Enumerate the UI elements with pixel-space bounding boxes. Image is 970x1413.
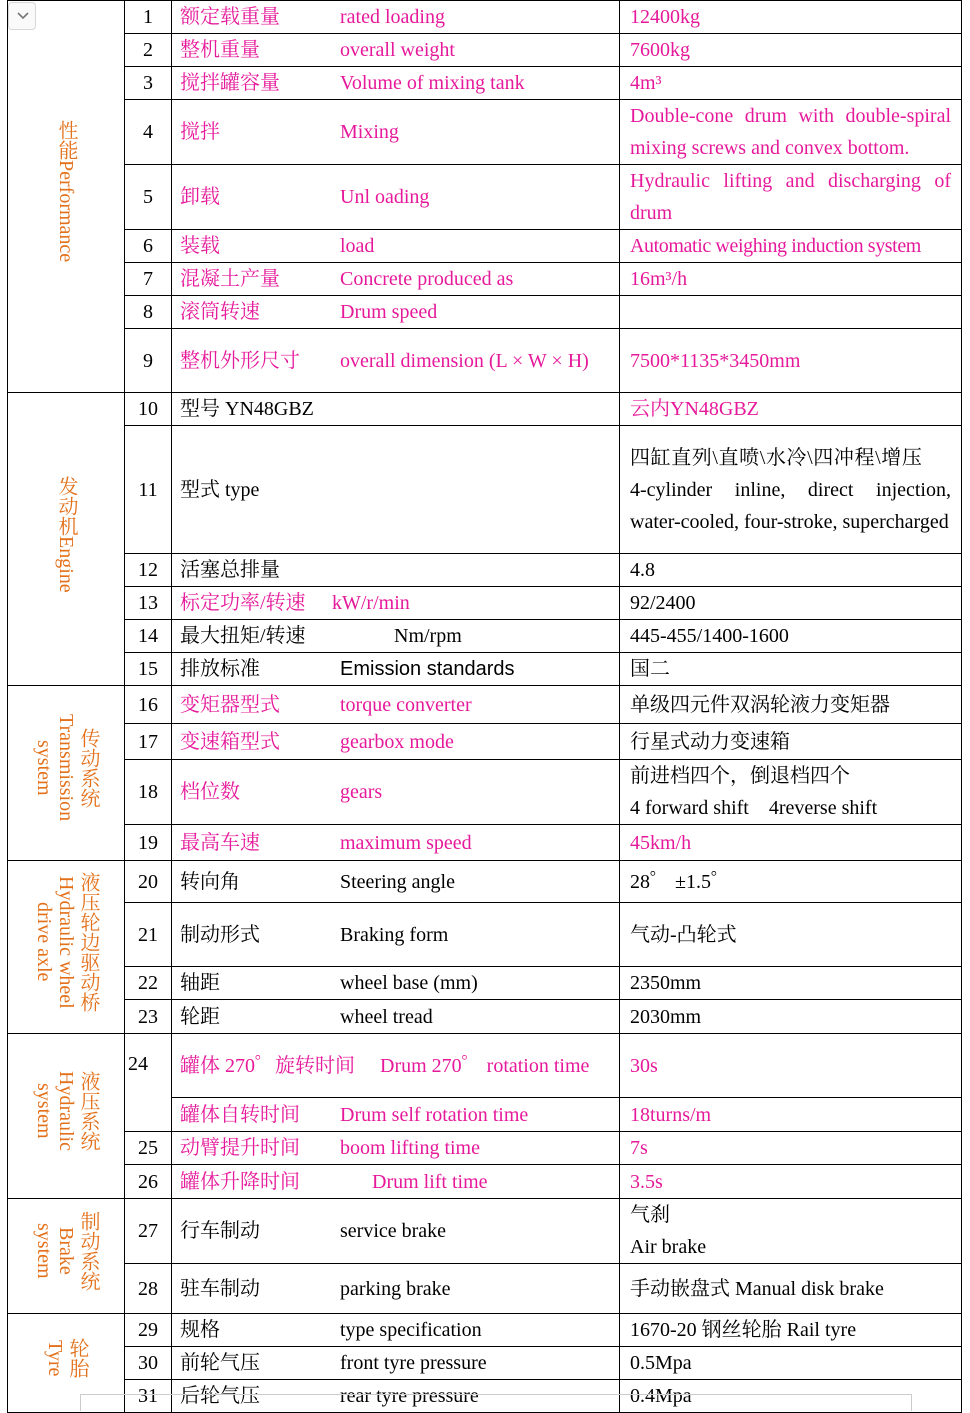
category-tyre: 轮胎Tyre <box>8 1314 125 1413</box>
table-row <box>8 165 962 230</box>
param-cell: 卸载 Unl oading <box>172 165 620 230</box>
param-cell: 最大扭矩/转速 Nm/rpm <box>172 620 620 653</box>
value-cell: 7s <box>620 1132 962 1165</box>
row-number: 4 <box>125 100 172 165</box>
param-cell: 最高车速 maximum speed <box>172 825 620 861</box>
row-number: 28 <box>125 1264 172 1314</box>
table-row <box>8 1199 962 1264</box>
value-cell: 2030mm <box>620 1000 962 1034</box>
value-cell: 气动-凸轮式 <box>620 903 962 967</box>
value-cell: 4.8 <box>620 554 962 587</box>
value-cell: 国二 <box>620 653 962 686</box>
value-cell: 18turns/m <box>620 1098 962 1132</box>
table-row <box>8 554 962 587</box>
value-cell: 3.5s <box>620 1165 962 1199</box>
row-number: 7 <box>125 263 172 296</box>
table-row <box>8 296 962 329</box>
row-number: 13 <box>125 587 172 620</box>
collapse-button[interactable] <box>8 2 36 30</box>
param-cell: 制动形式 Braking form <box>172 903 620 967</box>
table-row <box>8 100 962 165</box>
row-number: 12 <box>125 554 172 587</box>
table-row <box>8 230 962 263</box>
param-cell: 罐体 270゜旋转时间 Drum 270゜ rotation time <box>172 1034 620 1098</box>
value-cell: 0.5Mpa <box>620 1347 962 1380</box>
row-number: 20 <box>125 861 172 903</box>
param-cell: 排放标准 Emission standards <box>172 653 620 686</box>
param-cell: 混凝土产量 Concrete produced as <box>172 263 620 296</box>
value-cell: 云内YN48GBZ <box>620 393 962 426</box>
param-cell: 额定载重量 rated loading <box>172 1 620 34</box>
param-cell: 装载 load <box>172 230 620 263</box>
param-cell: 罐体自转时间 Drum self rotation time <box>172 1098 620 1132</box>
value-cell: 92/2400 <box>620 587 962 620</box>
param-cell: 前轮气压 front tyre pressure <box>172 1347 620 1380</box>
value-cell: 16m³/h <box>620 263 962 296</box>
table-row <box>8 34 962 67</box>
row-number: 18 <box>125 760 172 825</box>
row-number: 6 <box>125 230 172 263</box>
param-cell: 标定功率/转速 kW/r/min <box>172 587 620 620</box>
param-cell: 型号 YN48GBZ <box>172 393 620 426</box>
param-cell: 搅拌 Mixing <box>172 100 620 165</box>
row-number: 25 <box>125 1132 172 1165</box>
table-row <box>8 760 962 825</box>
table-row <box>8 1347 962 1380</box>
table-row <box>8 825 962 861</box>
category-engine: 发动机Engine <box>8 393 125 686</box>
row-number: 10 <box>125 393 172 426</box>
table-row <box>8 686 962 724</box>
param-cell: 轴距 wheel base (mm) <box>172 967 620 1000</box>
row-number: 23 <box>125 1000 172 1034</box>
value-cell <box>620 296 962 329</box>
row-number: 9 <box>125 329 172 393</box>
table-row <box>8 1034 962 1098</box>
row-number: 14 <box>125 620 172 653</box>
table-row <box>8 393 962 426</box>
table-row <box>8 903 962 967</box>
value-cell: 0.4Mpa <box>620 1380 962 1413</box>
param-cell: 型式 type <box>172 426 620 554</box>
param-cell: 轮距 wheel tread <box>172 1000 620 1034</box>
category-transmission: 传动系统Transmission system <box>8 686 125 861</box>
row-number: 3 <box>125 67 172 100</box>
row-number: 2 <box>125 34 172 67</box>
row-number: 11 <box>125 426 172 554</box>
row-number: 31 <box>125 1380 172 1413</box>
value-cell: 12400kg <box>620 1 962 34</box>
param-cell: 变速箱型式 gearbox mode <box>172 724 620 760</box>
category-brake: 制动系统Brake system <box>8 1199 125 1314</box>
table-row <box>8 426 962 554</box>
param-cell: 滚筒转速 Drum speed <box>172 296 620 329</box>
row-number: 24 <box>125 1034 172 1132</box>
table-row <box>8 724 962 760</box>
table-row <box>8 329 962 393</box>
param-cell: 变矩器型式 torque converter <box>172 686 620 724</box>
row-number: 21 <box>125 903 172 967</box>
value-cell: 四缸直列\直喷\水冷\四冲程\增压 4-cylinder inline, direct injection, water-cooled, four-stroke, supercharged <box>620 426 962 554</box>
value-cell: Automatic weighing induction system <box>620 230 962 263</box>
value-cell: 445-455/1400-1600 <box>620 620 962 653</box>
table-row <box>8 1000 962 1034</box>
param-cell: 整机重量 overall weight <box>172 34 620 67</box>
category-performance: 性能Performance <box>8 1 125 393</box>
table-row <box>8 861 962 903</box>
param-cell: 后轮气压 rear tyre pressure <box>172 1380 620 1413</box>
category-hydraulic: 液压系统Hydraulic system <box>8 1034 125 1199</box>
row-number: 16 <box>125 686 172 724</box>
table-row <box>8 1132 962 1165</box>
row-number: 1 <box>125 1 172 34</box>
param-cell: 行车制动 service brake <box>172 1199 620 1264</box>
value-cell: 28゜ ±1.5゜ <box>620 861 962 903</box>
param-cell: 档位数 gears <box>172 760 620 825</box>
value-cell: 前进档四个，倒退档四个 4 forward shift 4reverse shift <box>620 760 962 825</box>
spec-table <box>7 0 962 1413</box>
page-bottom-edge <box>80 1394 912 1411</box>
row-number: 5 <box>125 165 172 230</box>
param-cell: 整机外形尺寸 overall dimension (L × W × H) <box>172 329 620 393</box>
value-cell: 7500*1135*3450mm <box>620 329 962 393</box>
param-cell: 活塞总排量 <box>172 554 620 587</box>
row-number: 8 <box>125 296 172 329</box>
row-number: 29 <box>125 1314 172 1347</box>
value-cell: 行星式动力变速箱 <box>620 724 962 760</box>
row-number: 22 <box>125 967 172 1000</box>
table-row <box>8 67 962 100</box>
param-cell: 规格 type specification <box>172 1314 620 1347</box>
value-cell: 45km/h <box>620 825 962 861</box>
value-cell: Hydraulic lifting and discharging of drum <box>620 165 962 230</box>
category-axle: 液压轮边驱动桥Hydraulic wheel drive axle <box>8 861 125 1034</box>
row-number: 15 <box>125 653 172 686</box>
table-row <box>8 1264 962 1314</box>
row-number: 30 <box>125 1347 172 1380</box>
value-cell: 气刹 Air brake <box>620 1199 962 1264</box>
value-cell: 7600kg <box>620 34 962 67</box>
table-row <box>8 263 962 296</box>
value-cell: 30s <box>620 1034 962 1098</box>
table-row <box>8 620 962 653</box>
table-row <box>8 653 962 686</box>
table-row <box>8 1314 962 1347</box>
param-cell: 罐体升降时间 Drum lift time <box>172 1165 620 1199</box>
table-row <box>8 1165 962 1199</box>
table-row <box>8 1 962 34</box>
row-number: 17 <box>125 724 172 760</box>
table-row <box>8 967 962 1000</box>
table-row <box>8 587 962 620</box>
param-cell: 转向角 Steering angle <box>172 861 620 903</box>
row-number: 26 <box>125 1165 172 1199</box>
value-cell: 1670-20 钢丝轮胎 Rail tyre <box>620 1314 962 1347</box>
value-cell: 手动嵌盘式 Manual disk brake <box>620 1264 962 1314</box>
value-cell: 2350mm <box>620 967 962 1000</box>
value-cell: 4m³ <box>620 67 962 100</box>
value-cell: 单级四元件双涡轮液力变矩器 <box>620 686 962 724</box>
param-cell: 搅拌罐容量 Volume of mixing tank <box>172 67 620 100</box>
row-number: 19 <box>125 825 172 861</box>
value-cell: Double-cone drum with double-spiral mixing screws and convex bottom. <box>620 100 962 165</box>
param-cell: 驻车制动 parking brake <box>172 1264 620 1314</box>
row-number: 27 <box>125 1199 172 1264</box>
param-cell: 动臂提升时间 boom lifting time <box>172 1132 620 1165</box>
chevron-down-icon <box>17 12 29 20</box>
